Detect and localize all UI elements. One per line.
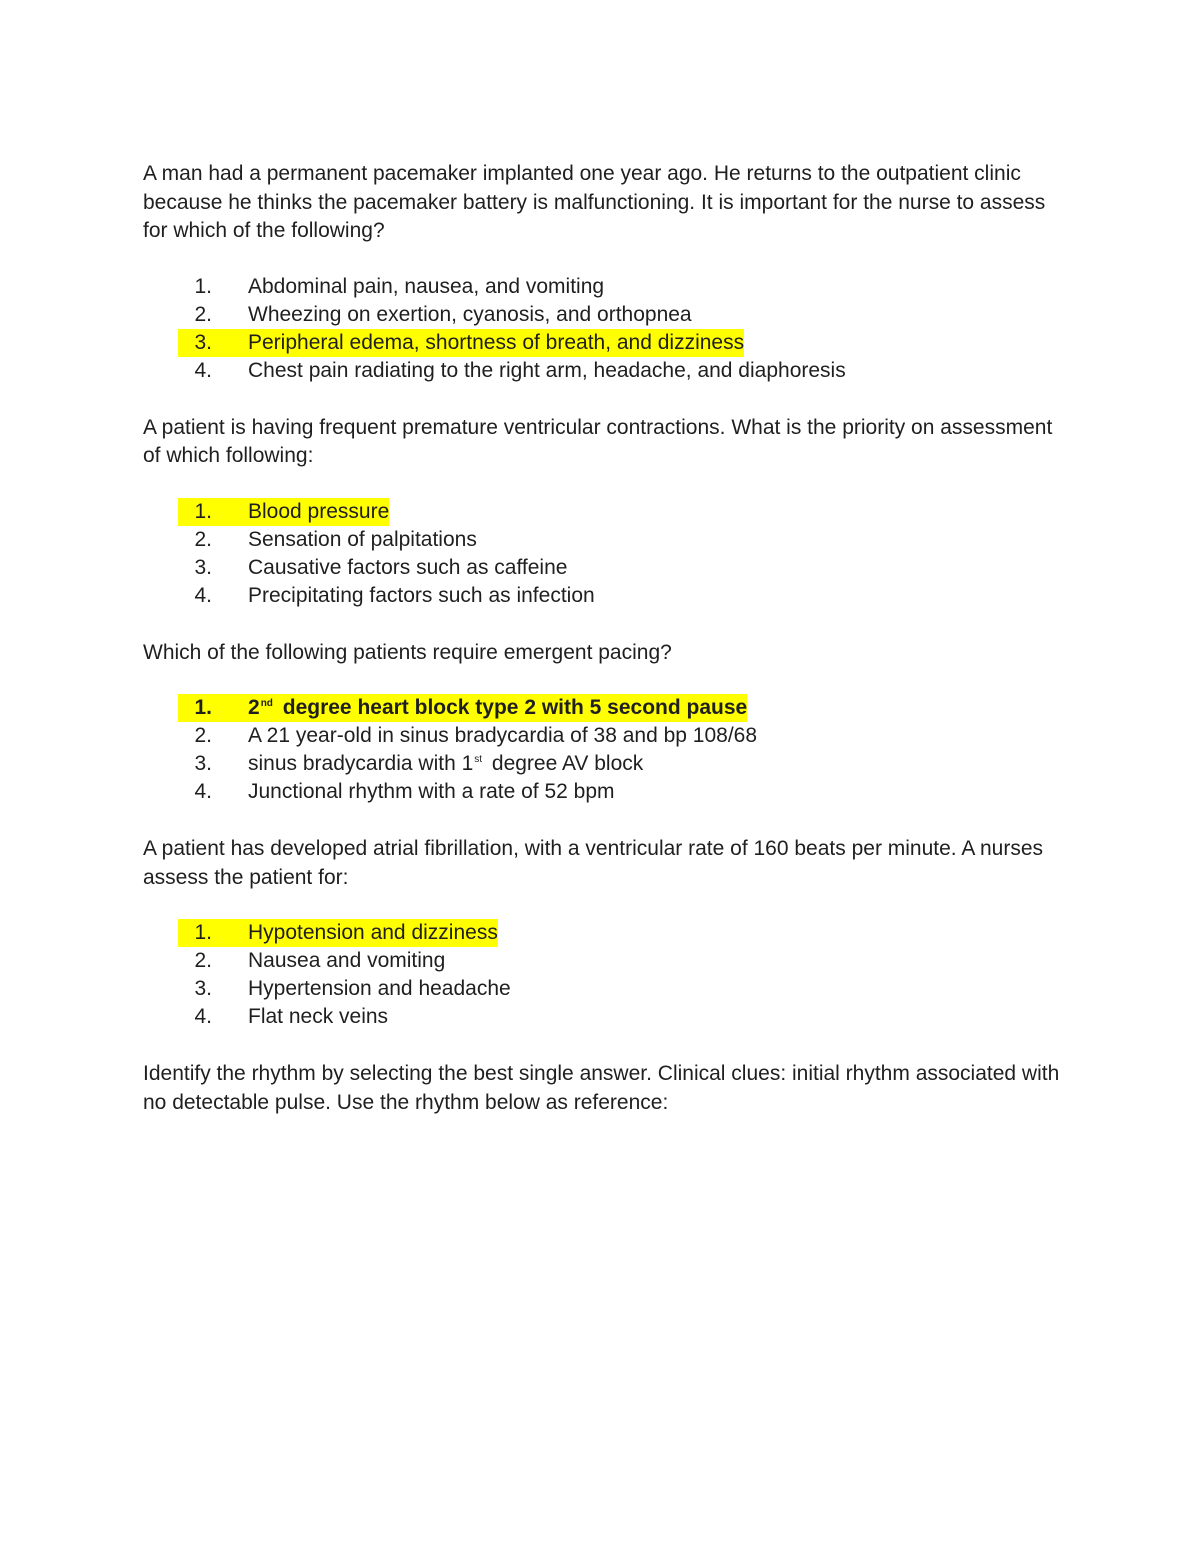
question-1-option-2 xyxy=(143,301,1063,329)
option-text: Hypertension and headache xyxy=(248,977,511,1000)
option-text-prefix: sinus bradycardia with 1 xyxy=(248,752,474,775)
option-number: 4. xyxy=(194,780,212,803)
option-text-rest: degree AV block xyxy=(486,752,644,775)
question-3-text: Which of the following patients require emergent pacing? xyxy=(143,640,672,664)
option-text: Sensation of palpitations xyxy=(248,527,477,551)
option-number: 2. xyxy=(194,724,212,747)
question-2-option-2 xyxy=(143,526,1063,554)
question-3-option-3 xyxy=(143,750,1063,778)
option-number: 1. xyxy=(194,921,212,944)
option-number: 2. xyxy=(194,302,212,326)
question-3-option-1-highlighted xyxy=(143,694,1063,722)
option-text: Precipitating factors such as infection xyxy=(248,583,595,607)
option-number: 4. xyxy=(194,583,212,607)
option-text: Wheezing on exertion, cyanosis, and orthopnea xyxy=(248,302,692,326)
question-4-option-2 xyxy=(143,947,1063,975)
question-1-text: A man had a permanent pacemaker implanted one year ago. He returns to the outpatient clinic because he thinks the pacemaker battery is malfunctioning. It is important for the nurse to assess for which of the following? xyxy=(143,162,1046,242)
question-2-option-1-highlighted xyxy=(143,498,1063,526)
option-number: 4. xyxy=(194,1005,212,1028)
option-text: Chest pain radiating to the right arm, headache, and diaphoresis xyxy=(248,358,846,382)
option-number: 3. xyxy=(194,555,212,579)
option-text: Causative factors such as caffeine xyxy=(248,555,568,579)
option-text: Peripheral edema, shortness of breath, and dizziness xyxy=(248,330,745,354)
question-2-option-3 xyxy=(143,554,1063,582)
question-3-option-4 xyxy=(143,778,1063,806)
answer-highlight xyxy=(178,919,498,947)
option-number: 1. xyxy=(194,499,212,523)
ordinal-superscript: nd xyxy=(260,698,273,709)
question-1-options xyxy=(143,273,1063,385)
option-text xyxy=(212,750,643,778)
question-3-option-2 xyxy=(143,722,1063,750)
option-number: 2. xyxy=(194,949,212,972)
question-1-option-4 xyxy=(143,357,1063,385)
option-number: 4. xyxy=(194,358,212,382)
option-text-prefix: 2 xyxy=(248,696,260,719)
option-text: Flat neck veins xyxy=(248,1005,389,1028)
question-4-option-3 xyxy=(143,975,1063,1003)
option-text: Junctional rhythm with a rate of 52 bpm xyxy=(248,780,615,803)
option-number: 3. xyxy=(194,977,212,1000)
option-text: Hypotension and dizziness xyxy=(248,921,498,944)
question-1-option-3-highlighted xyxy=(143,329,1063,357)
option-text: Blood pressure xyxy=(248,499,390,523)
question-4-option-4 xyxy=(143,1003,1063,1031)
question-2-option-4 xyxy=(143,582,1063,610)
option-number: 1. xyxy=(194,274,212,298)
option-number: 3. xyxy=(194,752,212,775)
option-number: 1. xyxy=(194,696,212,719)
option-text: Nausea and vomiting xyxy=(248,949,446,972)
question-3-options xyxy=(143,694,1063,806)
question-1-option-1 xyxy=(143,273,1063,301)
option-text: A 21 year-old in sinus bradycardia of 38 and bp 108/68 xyxy=(248,724,758,747)
ordinal-superscript: st xyxy=(474,754,483,765)
option-text-rest: degree heart block type 2 with 5 second pause xyxy=(276,696,748,719)
option-number: 3. xyxy=(194,330,212,354)
question-2-text: A patient is having frequent premature ventricular contractions. What is the priority on assessment of which following: xyxy=(143,415,1053,467)
question-2-options xyxy=(143,498,1063,610)
answer-highlight xyxy=(178,694,747,722)
question-4-options xyxy=(143,919,1063,1031)
question-4-option-1-highlighted xyxy=(143,919,1063,947)
document-content xyxy=(143,160,1063,1117)
question-4-text: A patient has developed atrial fibrillation, with a ventricular rate of 160 beats per minute. A nurses assess the patient for: xyxy=(143,837,1044,889)
option-text: Abdominal pain, nausea, and vomiting xyxy=(248,274,605,298)
option-number: 2. xyxy=(194,527,212,551)
answer-highlight xyxy=(178,498,389,526)
answer-highlight xyxy=(178,329,744,357)
question-5-text: Identify the rhythm by selecting the best single answer. Clinical clues: initial rhythm associated with no detectable pulse. Use the rhythm below as reference: xyxy=(143,1062,1060,1114)
option-text xyxy=(212,694,747,722)
